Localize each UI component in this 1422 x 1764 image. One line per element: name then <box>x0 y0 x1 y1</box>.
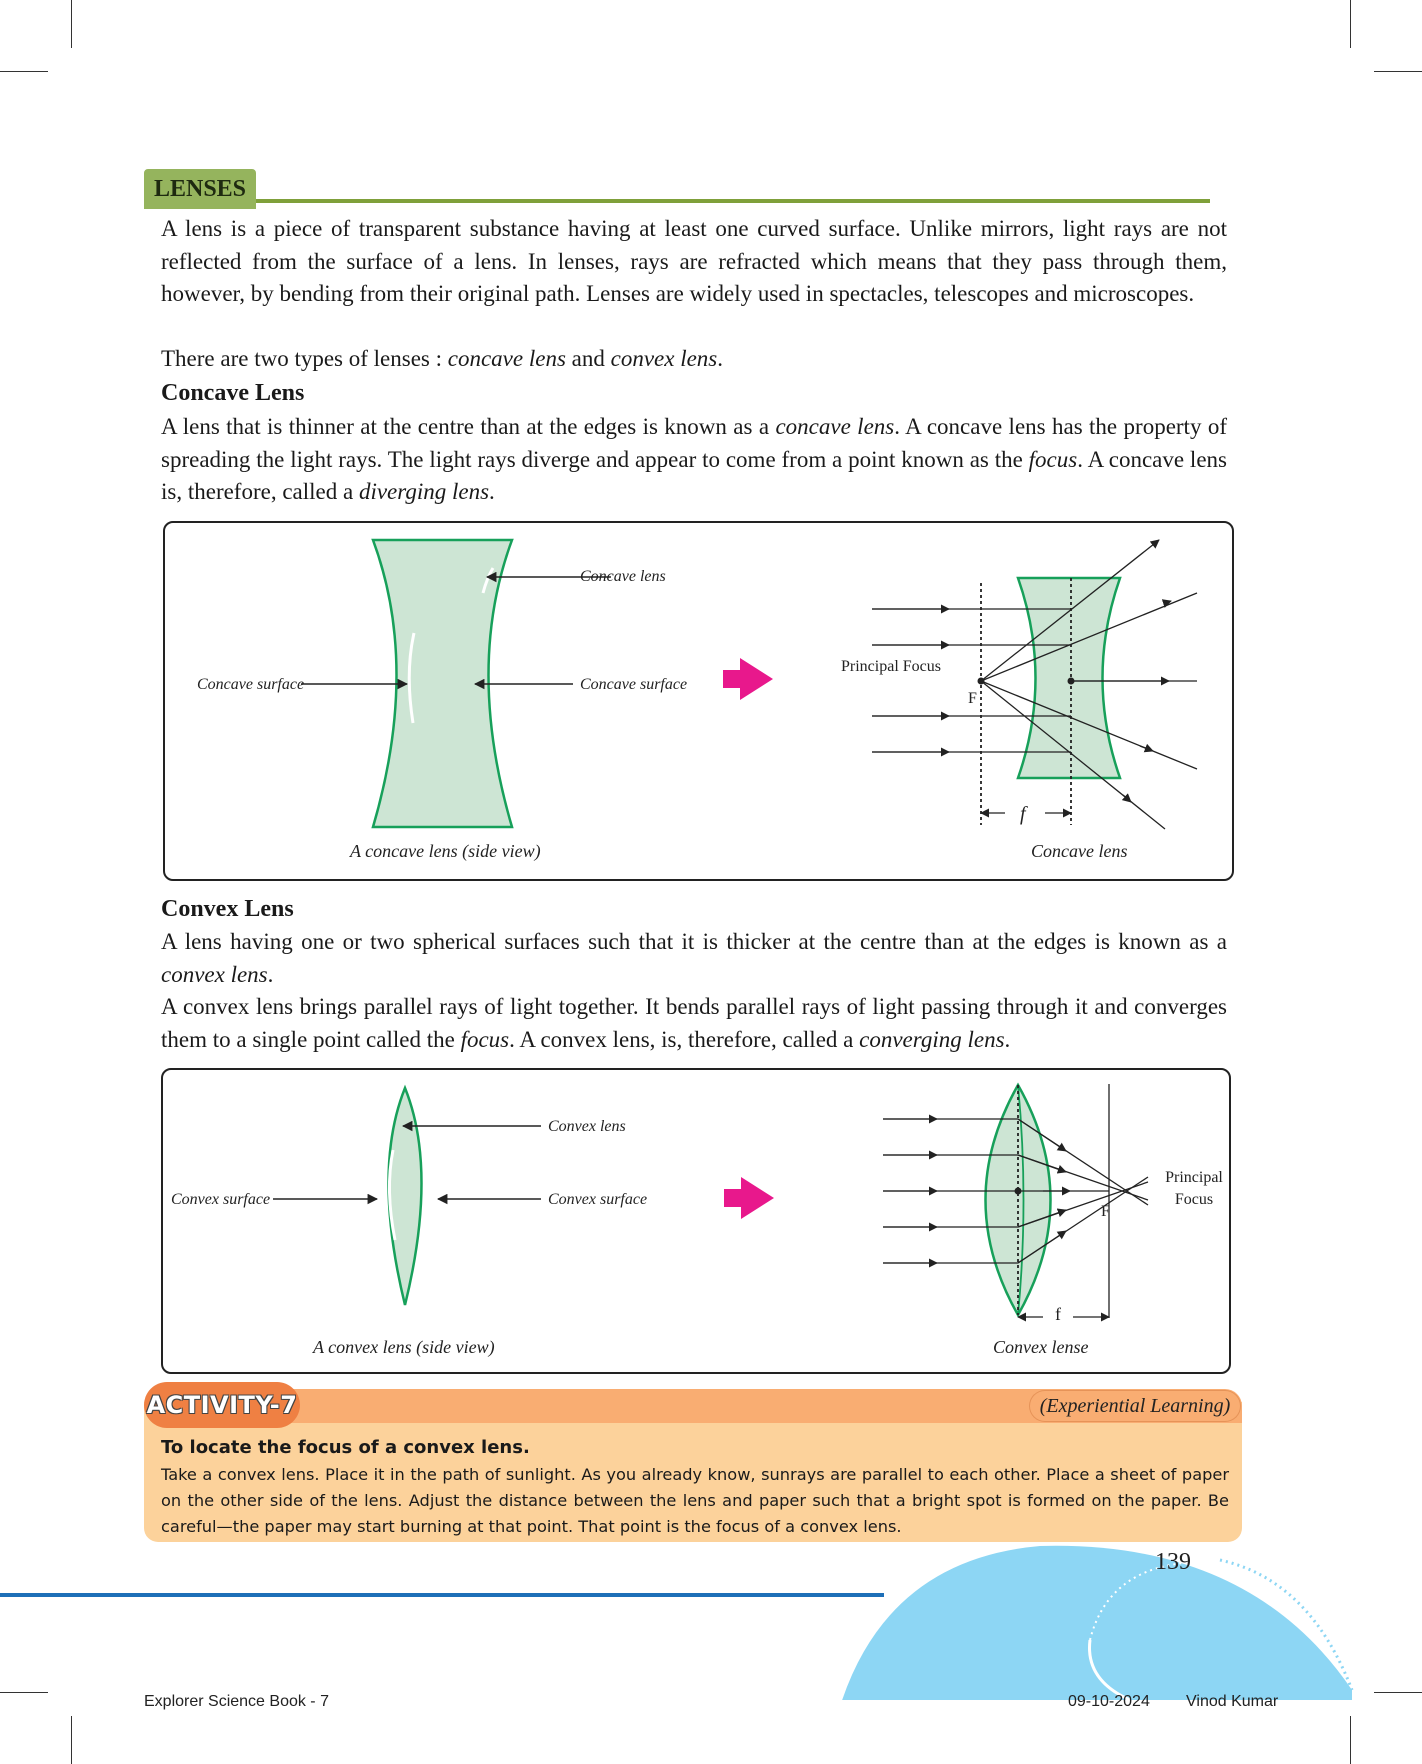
focus-F-label: F <box>968 690 977 707</box>
pink-arrow-icon <box>723 658 773 700</box>
convex-caption-left: A convex lens (side view) <box>313 1337 495 1357</box>
focus-F-label: F <box>1101 1203 1110 1220</box>
activity-body: Take a convex lens. Place it in the path of sunlight. As you already know, sunrays are parallel to each other. Place a sheet of paper on the other side of the lens. Adjust the distance between the lens and paper such that a bright spot is formed on the paper. Be careful—the paper may start burning at that point. That point is the focus of a convex lens. <box>161 1465 1229 1536</box>
crop-mark <box>1350 1716 1351 1764</box>
focus-label: Focus <box>1174 1191 1214 1208</box>
focal-length-label: f <box>1020 803 1026 825</box>
intro-paragraph: A lens is a piece of transparent substance having at least one curved surface. Unlike mirrors, light rays are not reflected from the surface of a lens. In lenses, rays are refracted which means that they pass through them, however, by bending from their original path. Lenses are widely used in spectacles, telescopes and microscopes. <box>161 216 1227 306</box>
activity-title: To locate the focus of a convex lens. <box>161 1437 530 1458</box>
principal-focus-label: Principal Focus <box>841 658 941 675</box>
crop-mark <box>1374 71 1422 72</box>
page-number: 139 <box>1155 1549 1191 1575</box>
crop-mark <box>0 71 48 72</box>
concave-lens-label: Concave lens <box>580 568 666 585</box>
convex-heading: Convex Lens <box>161 896 294 922</box>
concave-heading: Concave Lens <box>161 380 305 406</box>
crop-mark <box>71 0 72 48</box>
convex-figure <box>161 1068 1231 1374</box>
footer-date: 09-10-2024 <box>1068 1693 1150 1710</box>
section-heading: LENSES <box>144 169 256 209</box>
activity-type: (Experiential Learning) <box>1029 1390 1241 1422</box>
page-decoration <box>0 1520 1422 1700</box>
convex-surface-right-label: Convex surface <box>548 1191 648 1208</box>
principal-label: Principal <box>1165 1169 1223 1186</box>
concave-caption-right: Concave lens <box>1031 841 1128 861</box>
concave-surface-left-label: Concave surface <box>197 676 305 693</box>
focal-length-label: f <box>1055 1304 1061 1324</box>
convex-surface-left-label: Convex surface <box>171 1191 271 1208</box>
activity-tag: ACTIVITY-7 <box>144 1382 300 1428</box>
footer-author: Vinod Kumar <box>1186 1693 1279 1710</box>
concave-lens-diagram-shape <box>1018 578 1120 778</box>
convex-lens-shape <box>389 1088 422 1305</box>
convex-lens-label: Convex lens <box>548 1118 626 1135</box>
footer-book: Explorer Science Book - 7 <box>144 1693 329 1710</box>
concave-figure <box>163 521 1234 881</box>
section-rule <box>144 199 1210 203</box>
concave-paragraph: A lens that is thinner at the centre than at the edges is known as a concave lens. A concave lens has the property of spreading the light rays. The light rays diverge and appear to come from a point known as the focus. A concave lens is, therefore, called a diverging lens. <box>161 414 1227 504</box>
lens-types-line: There are two types of lenses : concave lens and convex lens. <box>161 346 724 371</box>
pink-arrow-icon <box>724 1177 774 1219</box>
convex-paragraph-2: A convex lens brings parallel rays of light together. It bends parallel rays of light passing through it and converges them to a single point called the focus. A convex lens, is, therefore, called a converging lens. <box>161 994 1227 1052</box>
crop-mark <box>1350 0 1351 48</box>
convex-caption-right: Convex lense <box>993 1337 1089 1357</box>
concave-surface-right-label: Concave surface <box>580 676 688 693</box>
concave-caption-left: A concave lens (side view) <box>350 841 541 861</box>
convex-paragraph-1: A lens having one or two spherical surfaces such that it is thicker at the centre than at the edges is known as a convex lens. <box>161 929 1227 987</box>
crop-mark <box>71 1716 72 1764</box>
